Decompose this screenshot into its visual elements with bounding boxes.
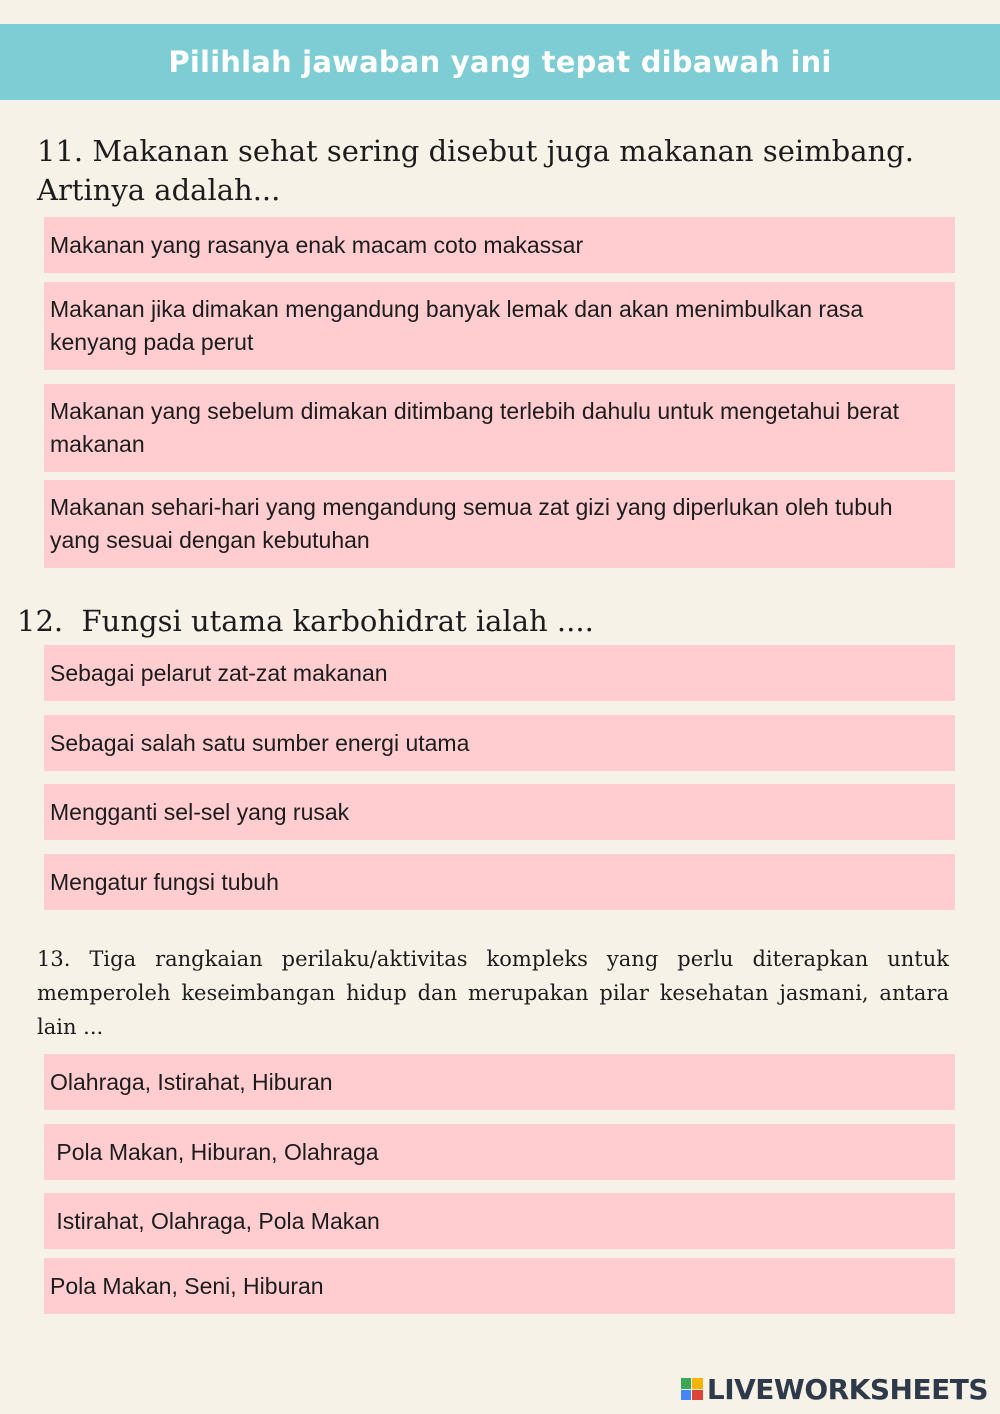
answer-option[interactable]: Pola Makan, Hiburan, Olahraga [44, 1124, 955, 1180]
liveworksheets-logo [681, 1372, 988, 1406]
question-11-text: 11. Makanan sehat sering disebut juga makanan seimbang. Artinya adalah... [37, 134, 914, 207]
question-13-text: 13. Tiga rangkaian perilaku/aktivitas kompleks yang perlu diterapkan untuk memperoleh keseimbangan hidup dan merupakan pilar kesehatan jasmani, antara lain ... [37, 947, 949, 1039]
answer-option[interactable]: Pola Makan, Seni, Hiburan [44, 1258, 955, 1314]
answer-option[interactable]: Olahraga, Istirahat, Hiburan [44, 1054, 955, 1110]
header-banner [0, 24, 1000, 100]
logo-text: LIVEWORKSHEETS [706, 1372, 988, 1406]
answer-option[interactable]: Makanan yang rasanya enak macam coto makassar [44, 217, 955, 273]
answer-option[interactable]: Istirahat, Olahraga, Pola Makan [44, 1193, 955, 1249]
question-12-text: 12. Fungsi utama karbohidrat ialah .... [17, 604, 594, 638]
answer-option[interactable]: Mengatur fungsi tubuh [44, 854, 955, 910]
page-title: Pilihlah jawaban yang tepat dibawah ini [168, 45, 832, 79]
answer-option[interactable]: Mengganti sel-sel yang rusak [44, 784, 955, 840]
answer-option[interactable]: Makanan jika dimakan mengandung banyak lemak dan akan menimbulkan rasa kenyang pada perut [44, 282, 955, 370]
answer-option[interactable]: Sebagai salah satu sumber energi utama [44, 715, 955, 771]
answer-option[interactable]: Sebagai pelarut zat-zat makanan [44, 645, 955, 701]
answer-option[interactable]: Makanan sehari-hari yang mengandung semua zat gizi yang diperlukan oleh tubuh yang sesuai dengan kebutuhan [44, 480, 955, 568]
answer-option[interactable]: Makanan yang sebelum dimakan ditimbang terlebih dahulu untuk mengetahui berat makanan [44, 384, 955, 472]
logo-mark-icon [681, 1378, 703, 1400]
